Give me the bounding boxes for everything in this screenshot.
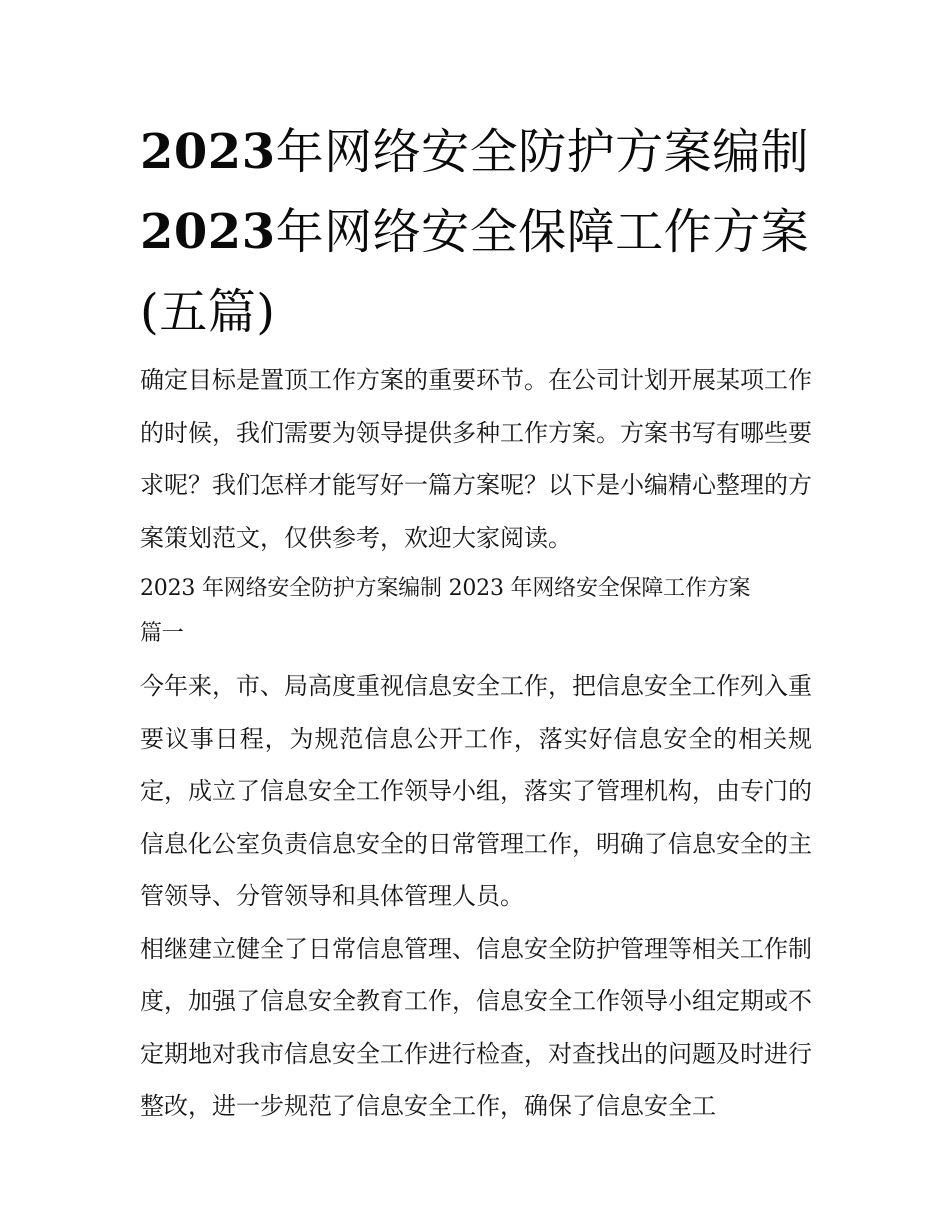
title-text: 年网络安全防护方案编制 (275, 124, 810, 180)
title-text: 年网络安全保障工作方案 (275, 204, 810, 260)
title-year: 2023 (140, 124, 276, 180)
title-year: 2023 (140, 204, 276, 260)
body-paragraph-2: 相继建立健全了日常信息管理、信息安全防护管理等相关工作制度，加强了信息安全教育工作，信息安全工作领导小组定期或不定期地对我市信息安全工作进行检查，对查找出的问题及时进行整改，进一步规范了信息安全工作，确保了信息安全工 (140, 934, 812, 1120)
body-paragraph-1: 今年来，市、局高度重视信息安全工作，把信息安全工作列入重要议事日程，为规范信息公开工作，落实好信息安全的相关规定，成立了信息安全工作领导小组，落实了管理机构，由专门的信息化公室负责信息安全的日常管理工作，明确了信息安全的主管领导、分管领导和具体管理人员。 (140, 672, 812, 910)
intro-paragraph: 确定目标是置顶工作方案的重要环节。在公司计划开展某项工作的时候，我们需要为领导提供多种工作方案。方案书写有哪些要求呢？我们怎样才能写好一篇方案呢？以下是小编精心整理的方案策划范文，仅供参考，欢迎大家阅读。 (140, 366, 812, 552)
document-title (140, 112, 812, 352)
section-heading-line-1: 2023 年网络安全防护方案编制 2023 年网络安全保障工作方案 (140, 576, 751, 601)
title-text: (五篇) (140, 284, 276, 340)
document-body (140, 112, 812, 1133)
title-line-3 (140, 272, 812, 352)
title-line-2 (140, 192, 812, 272)
section-heading-line-2: 篇一 (140, 621, 184, 646)
section-heading (140, 566, 812, 656)
title-line-1 (140, 112, 812, 192)
